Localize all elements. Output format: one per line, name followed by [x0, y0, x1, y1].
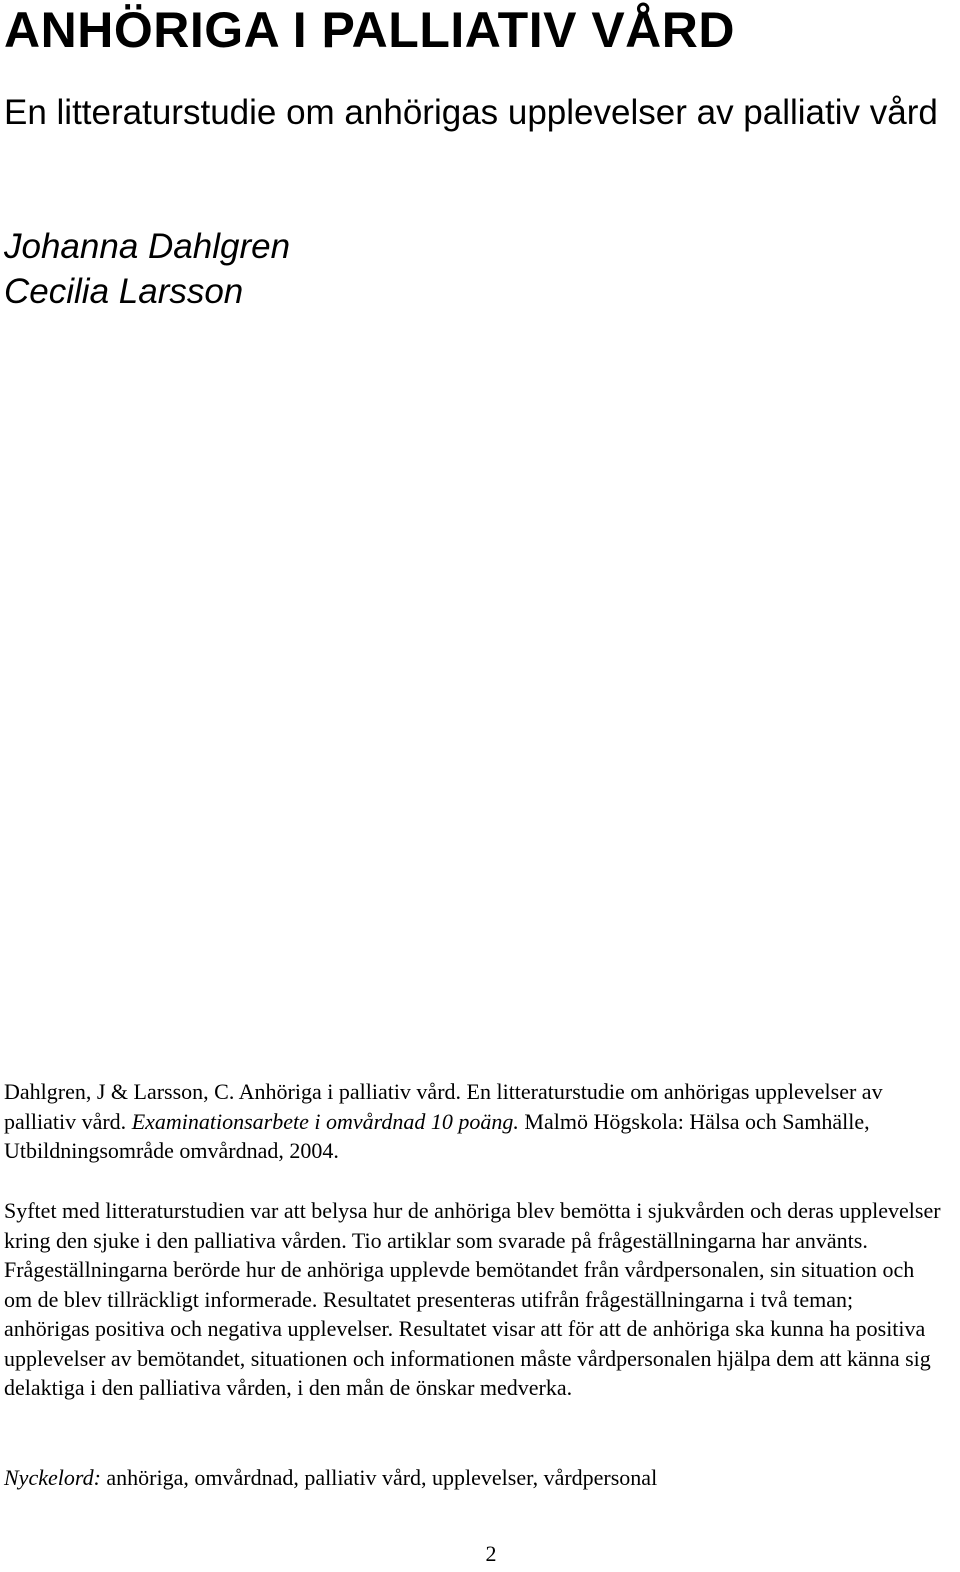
- author-list: [4, 224, 290, 314]
- author-name: Cecilia Larsson: [4, 272, 244, 311]
- abstract-paragraph: Syftet med litteraturstudien var att belysa hur de anhöriga blev bemötta i sjukvården och deras upplevelser kring den sjuke i den palliativa vården. Tio artiklar som svarade på frågeställningarna har använts. Frågeställningarna berörde hur de anhöriga upplevde bemötandet från vårdpersonalen, sin situation och om de blev tillräckligt informerade. Resultatet presenteras utifrån frågeställningarna i två teman; anhörigas positiva och negativa upplevelser. Resultatet visar att för att de anhöriga ska kunna ha positiva upplevelser av bemötandet, situationen och informationen måste vårdpersonalen hjälpa dem att känna sig delaktiga i den palliativa vården, i den mån de önskar medverka.: [4, 1198, 941, 1400]
- keywords-text: anhöriga, omvårdnad, palliativ vård, upplevelser, vårdpersonal: [106, 1465, 658, 1490]
- citation-text: Dahlgren, J & Larsson, C. Anhöriga i palliativ vård. En litteraturstudie om anhörigas upplevelser av palliativ vård.: [4, 1079, 883, 1134]
- author-name: Johanna Dahlgren: [4, 227, 291, 266]
- citation-work-type: Examinationsarbete i omvårdnad 10 poäng.: [131, 1108, 519, 1134]
- document-subtitle: En litteraturstudie om anhörigas upplevelser av palliativ vård: [4, 93, 938, 132]
- keywords: [4, 1463, 944, 1493]
- page-number: 2: [485, 1541, 497, 1566]
- citation-publisher: Malmö Högskola: Hälsa och Samhälle, Utbildningsområde omvårdnad, 2004.: [4, 1108, 870, 1163]
- document-title: ANHÖRIGA I PALLIATIV VÅRD: [4, 2, 736, 58]
- citation: [4, 1077, 944, 1166]
- keywords-label: Nyckelord:: [4, 1465, 101, 1490]
